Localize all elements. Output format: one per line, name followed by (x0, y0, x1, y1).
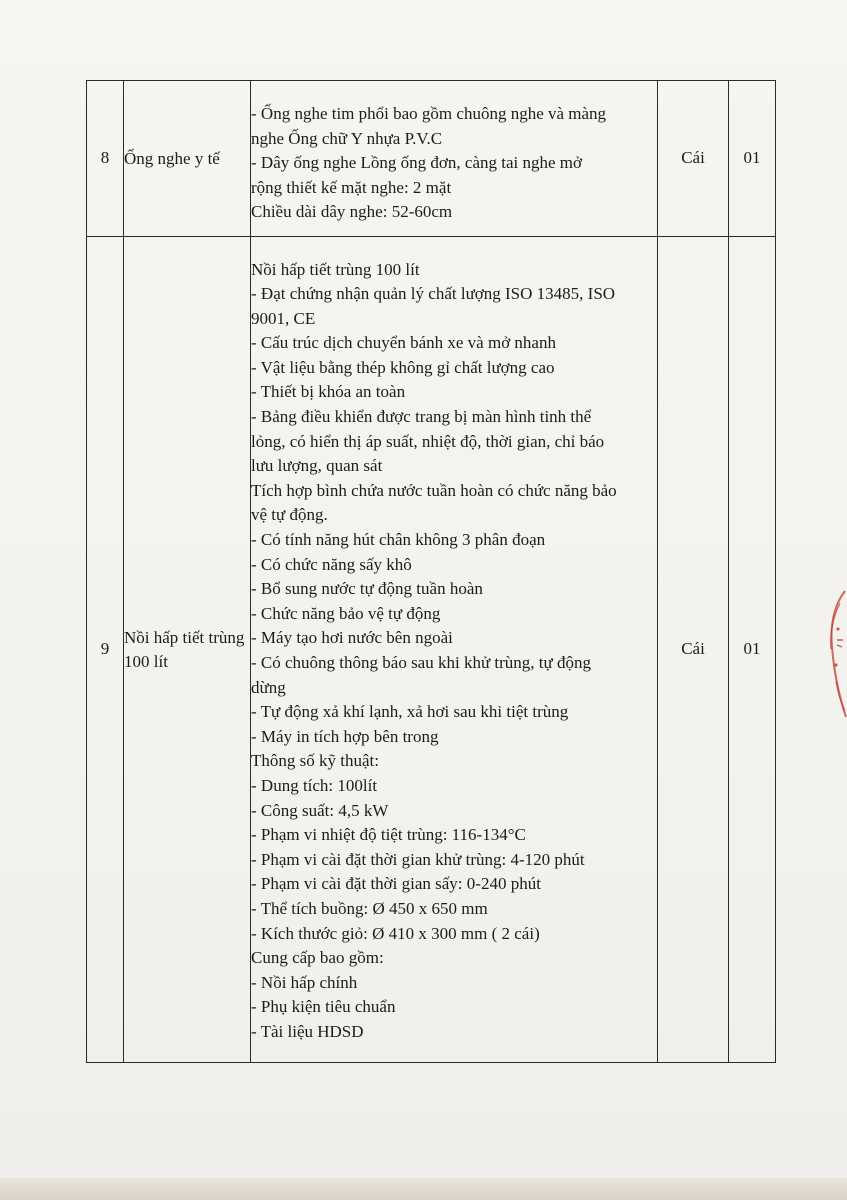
description-line: dừng (251, 677, 286, 697)
description-line: - Phụ kiện tiêu chuẩn (251, 997, 396, 1017)
item-description (251, 237, 658, 1063)
description-line: - Thiết bị khóa an toàn (251, 382, 406, 402)
item-unit: Cái (658, 81, 729, 237)
red-seal-fragment-icon (818, 585, 847, 725)
description-line: - Máy tạo hơi nước bên ngoài (251, 628, 453, 648)
row-number: 8 (87, 81, 124, 237)
description-line: - Có tính năng hút chân không 3 phân đoạn (251, 530, 546, 550)
item-unit: Cái (658, 237, 729, 1063)
description-line: - Phạm vi cài đặt thời gian sấy: 0-240 phút (251, 874, 541, 894)
description-line: - Chức năng bảo vệ tự động (251, 603, 441, 623)
description-line: - Nồi hấp chính (251, 972, 358, 992)
description-line: - Máy in tích hợp bên trong (251, 726, 439, 746)
description-line: - Cấu trúc dịch chuyển bánh xe và mở nhanh (251, 333, 556, 353)
description-line: - Bổ sung nước tự động tuần hoàn (251, 579, 483, 599)
page-bottom-edge (0, 1178, 847, 1200)
description-line: - Công suất: 4,5 kW (251, 800, 389, 820)
description-line: - Bảng điều khiển được trang bị màn hình tinh thể (251, 407, 592, 427)
description-line: - Dây ống nghe Lồng ống đơn, càng tai nghe mở (251, 153, 582, 173)
item-quantity: 01 (729, 237, 776, 1063)
description-line: lưu lượng, quan sát (251, 456, 383, 476)
description-line: - Vật liệu bằng thép không gỉ chất lượng cao (251, 357, 555, 377)
description-line: rộng thiết kế mặt nghe: 2 mặt (251, 177, 452, 197)
description-line: - Phạm vi cài đặt thời gian khử trùng: 4-120 phút (251, 849, 585, 869)
description-line: vệ tự động. (251, 505, 328, 525)
description-line: - Có chức năng sấy khô (251, 554, 412, 574)
description-line: nghe Ống chữ Y nhựa P.V.C (251, 128, 443, 148)
description-line: - Thể tích buồng: Ø 450 x 650 mm (251, 898, 488, 918)
description-line: - Tự động xả khí lạnh, xả hơi sau khi tiệt trùng (251, 702, 569, 722)
description-line: Tích hợp bình chứa nước tuần hoàn có chức năng bảo (251, 480, 617, 500)
table-row (87, 237, 776, 1063)
item-name: Nồi hấp tiết trùng 100 lít (124, 237, 251, 1063)
description-line: - Có chuông thông báo sau khi khử trùng, tự động (251, 653, 591, 672)
description-line: - Phạm vi nhiệt độ tiệt trùng: 116-134°C (251, 825, 526, 845)
description-line: lỏng, có hiển thị áp suất, nhiệt độ, thời gian, chỉ báo (251, 431, 605, 451)
description-line: Cung cấp bao gồm: (251, 948, 384, 968)
table-row (87, 81, 776, 237)
description-line: - Dung tích: 100lít (251, 775, 378, 795)
description-line: - Kích thước giỏ: Ø 410 x 300 mm ( 2 cái) (251, 923, 540, 943)
description-line: - Đạt chứng nhận quản lý chất lượng ISO 13485, ISO (251, 284, 616, 304)
item-quantity: 01 (729, 81, 776, 237)
item-name: Ống nghe y tế (124, 81, 251, 237)
description-line: - Tài liệu HDSD (251, 1021, 364, 1041)
item-description (251, 81, 658, 237)
description-line: Nồi hấp tiết trùng 100 lít (251, 259, 420, 279)
description-line: - Ống nghe tim phổi bao gồm chuông nghe và màng (251, 104, 607, 124)
row-number: 9 (87, 237, 124, 1063)
description-line: Chiều dài dây nghe: 52-60cm (251, 202, 453, 222)
description-line: Thông số kỹ thuật: (251, 751, 379, 771)
equipment-spec-table (86, 80, 776, 1063)
description-line: 9001, CE (251, 308, 316, 328)
